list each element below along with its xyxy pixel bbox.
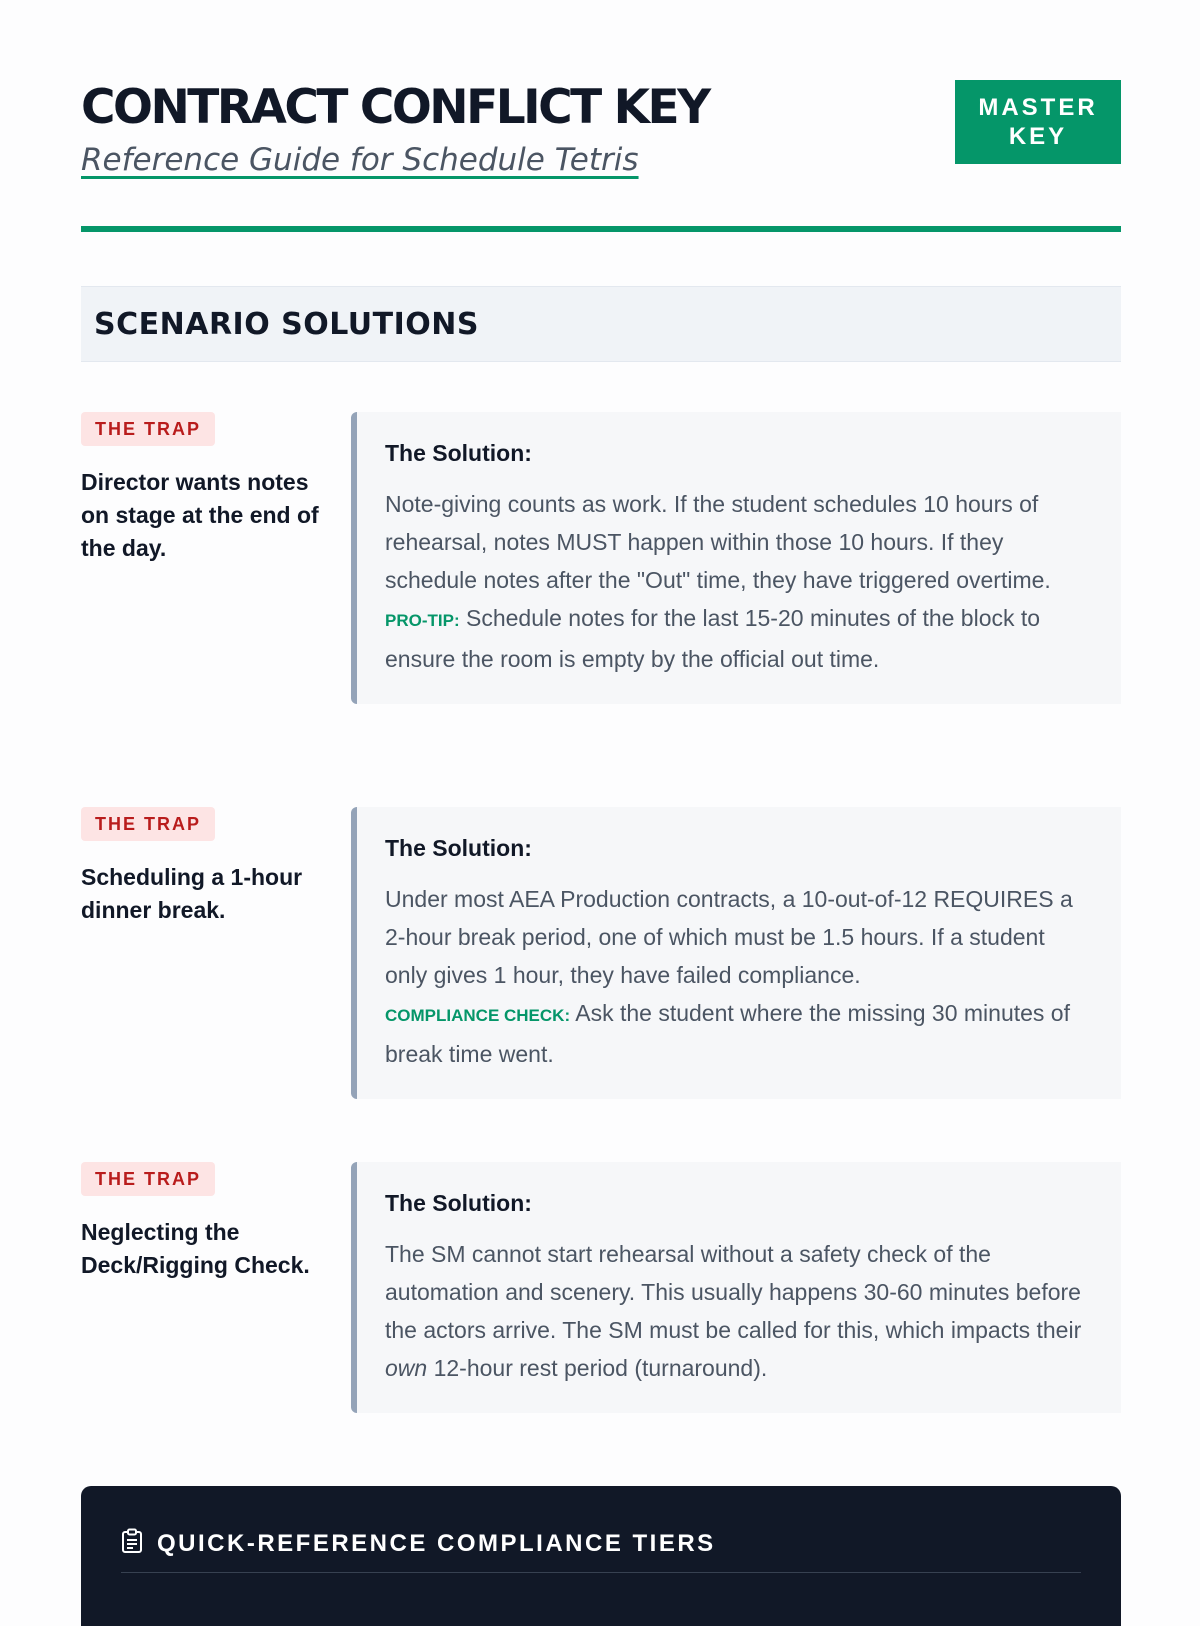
- tip-text: Ask the student where the missing 30 minutes of break time went.: [385, 1000, 1070, 1067]
- tip-text: Schedule notes for the last 15-20 minutes of the block to ensure the room is empty by the official out time.: [385, 605, 1041, 672]
- quick-reference-divider: [121, 1572, 1081, 1573]
- trap-badge: THE TRAP: [81, 1162, 215, 1196]
- quick-reference-panel: [81, 1486, 1121, 1626]
- trap-column: [81, 412, 321, 565]
- page-subtitle: Reference Guide for Schedule Tetris: [81, 142, 639, 178]
- trap-badge: THE TRAP: [81, 412, 215, 446]
- header-divider: [81, 226, 1121, 232]
- clipboard-icon: [121, 1528, 143, 1559]
- section-header: [81, 286, 1121, 362]
- trap-column: [81, 1162, 321, 1282]
- trap-description: Scheduling a 1-hour dinner break.: [81, 864, 303, 923]
- section-title: SCENARIO SOLUTIONS: [94, 306, 480, 342]
- solution-body-emphasis: own: [385, 1355, 428, 1381]
- quick-reference-title: QUICK-REFERENCE COMPLIANCE TIERS: [157, 1529, 716, 1557]
- header: [81, 0, 1121, 232]
- solution-body: Under most AEA Production contracts, a 10-out-of-12 REQUIRES a 2-hour break period, one of which must be 1.5 hours. If a student only gives 1 hour, they have failed compliance.: [385, 886, 1073, 988]
- trap-description: Neglecting the Deck/Rigging Check.: [81, 1219, 310, 1278]
- solution-panel: [351, 807, 1121, 1099]
- solution-panel: [351, 1162, 1121, 1413]
- tip-label: COMPLIANCE CHECK:: [385, 1006, 571, 1025]
- solution-title: The Solution:: [385, 1190, 532, 1216]
- tip-label: PRO-TIP:: [385, 611, 460, 630]
- solution-body: [385, 1235, 1091, 1387]
- solution-panel: [351, 412, 1121, 704]
- solution-body: Note-giving counts as work. If the student schedules 10 hours of rehearsal, notes MUST happen within those 10 hours. If they schedule notes after the "Out" time, they have triggered overtime.: [385, 491, 1051, 593]
- trap-description: Director wants notes on stage at the end of the day.: [81, 469, 319, 561]
- solution-title: The Solution:: [385, 835, 532, 861]
- solution-body-end: 12-hour rest period (turnaround).: [433, 1355, 768, 1381]
- compliance-check: [385, 994, 1091, 1073]
- page-title: CONTRACT CONFLICT KEY: [81, 80, 709, 135]
- trap-column: [81, 807, 321, 927]
- quick-reference-header: [121, 1528, 716, 1559]
- pro-tip: [385, 599, 1091, 678]
- solution-body-start: The SM cannot start rehearsal without a safety check of the automation and scenery. This usually happens 30-60 minutes before the actors arrive. The SM must be called for this, which impacts their: [385, 1241, 1082, 1343]
- master-key-badge: MASTER KEY: [955, 80, 1121, 164]
- trap-badge: THE TRAP: [81, 807, 215, 841]
- page: [81, 0, 1121, 1557]
- solution-title: The Solution:: [385, 440, 532, 466]
